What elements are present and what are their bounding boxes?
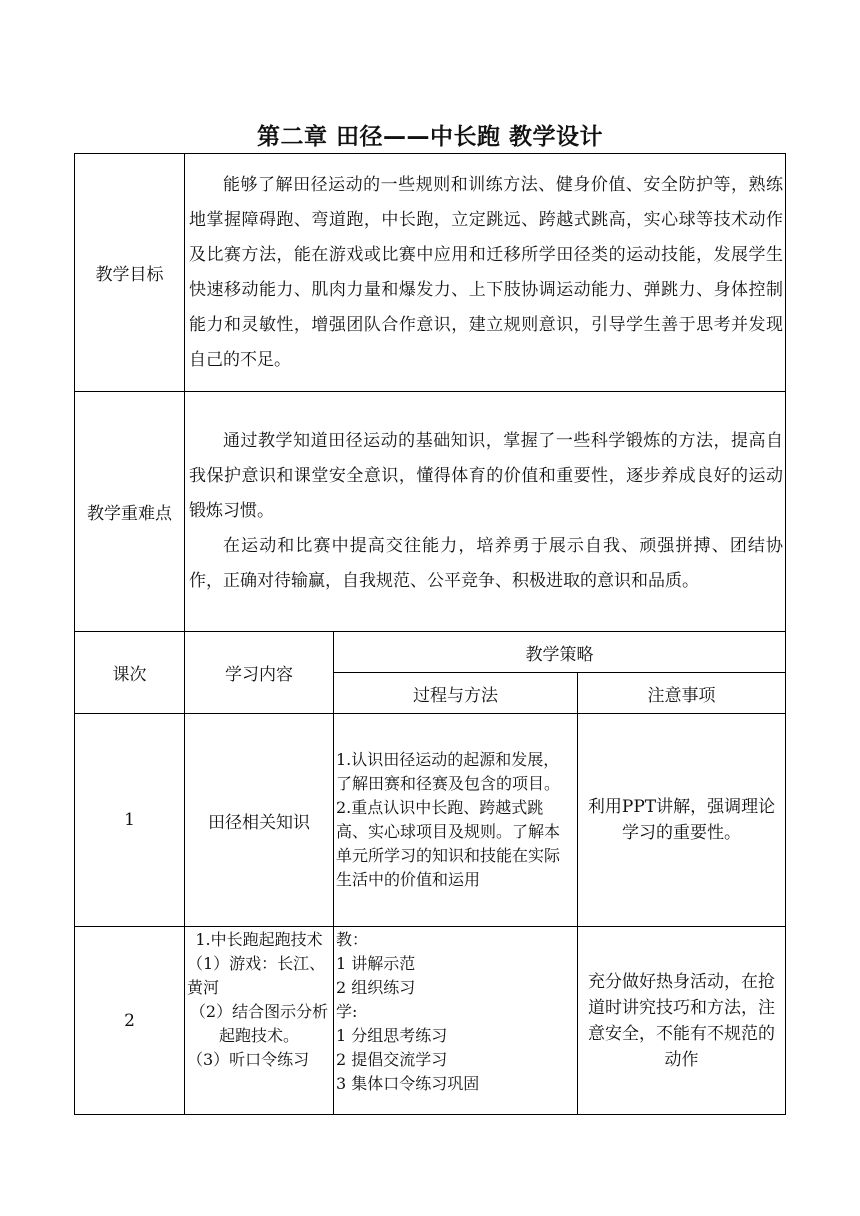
key-points-paragraph-2: 在运动和比赛中提高交往能力，培养勇于展示自我、顽强拼搏、团结协作，正确对待输赢，自我规范、公平竞争、积极进取的意识和品质。 [189,536,784,591]
process-line: 3 集体口令练习巩固 [336,1074,480,1093]
header-process: 过程与方法 [334,673,578,714]
process-line: 2 提倡交流学习 [336,1050,448,1069]
process-line: 学: [336,1002,358,1021]
table-row [75,714,786,927]
process-line: 1 讲解示范 [336,954,416,973]
key-points-row [75,392,786,632]
process-line: 2.重点认识中长跑、跨越式跳高、实心球项目及规则。了解本单元所学习的知识和技能在实际生活中的价值和运用 [336,798,561,889]
lesson-content [185,927,334,1115]
content-line: （1）游戏：长江、黄河 [187,954,326,997]
lesson-notes: 充分做好热身活动，在抢道时讲究技巧和方法，注意安全，不能有不规范的动作 [578,927,786,1115]
lesson-content: 田径相关知识 [185,714,334,927]
process-line: 1 分组思考练习 [336,1026,448,1045]
teaching-goal-label: 教学目标 [75,154,185,392]
lesson-number: 2 [75,927,185,1115]
lesson-process [334,927,578,1115]
header-content: 学习内容 [185,632,334,714]
process-line: 2 组织练习 [336,978,416,997]
process-line: 教： [336,930,369,949]
header-row-1 [75,632,786,673]
key-points-cell [185,392,786,632]
page-title: 第二章 田径——中长跑 教学设计 [256,124,603,150]
process-line: 1.认识田径运动的起源和发展，了解田赛和径赛及包含的项目。 [336,750,561,793]
key-points-paragraph-1: 通过教学知道田径运动的基础知识，掌握了一些科学锻炼的方法，提高自我保护意识和课堂安全意识，懂得体育的价值和重要性，逐步养成良好的运动锻炼习惯。 [189,431,784,521]
lesson-plan-table [74,153,786,1115]
teaching-goal-text: 能够了解田径运动的一些规则和训练方法、健身价值、安全防护等，熟练地掌握障碍跑、弯道跑，中长跑，立定跳远、跨越式跳高，实心球等技术动作及比赛方法，能在游戏或比赛中应用和迁移所学田径类的运动技能，发展学生快速移动能力、肌肉力量和爆发力、上下肢协调运动能力、弹跳力、身体控制能力和灵敏性，增强团队合作意识，建立规则意识，引导学生善于思考并发现自己的不足。 [189,174,784,370]
lesson-number: 1 [75,714,185,927]
lesson-process [334,714,578,927]
teaching-goal-cell [185,154,786,392]
table-row [75,927,786,1115]
key-points-label: 教学重难点 [75,392,185,632]
teaching-goal-row [75,154,786,392]
content-line: 1.中长跑起跑技术 [195,930,323,949]
header-notes: 注意事项 [578,673,786,714]
header-strategy: 教学策略 [334,632,786,673]
lesson-notes: 利用PPT讲解，强调理论学习的重要性。 [578,714,786,927]
content-line: （2）结合图示分析起跑技术。 [189,1002,329,1045]
content-line: （3）听口令练习 [187,1050,310,1069]
header-lesson: 课次 [75,632,185,714]
